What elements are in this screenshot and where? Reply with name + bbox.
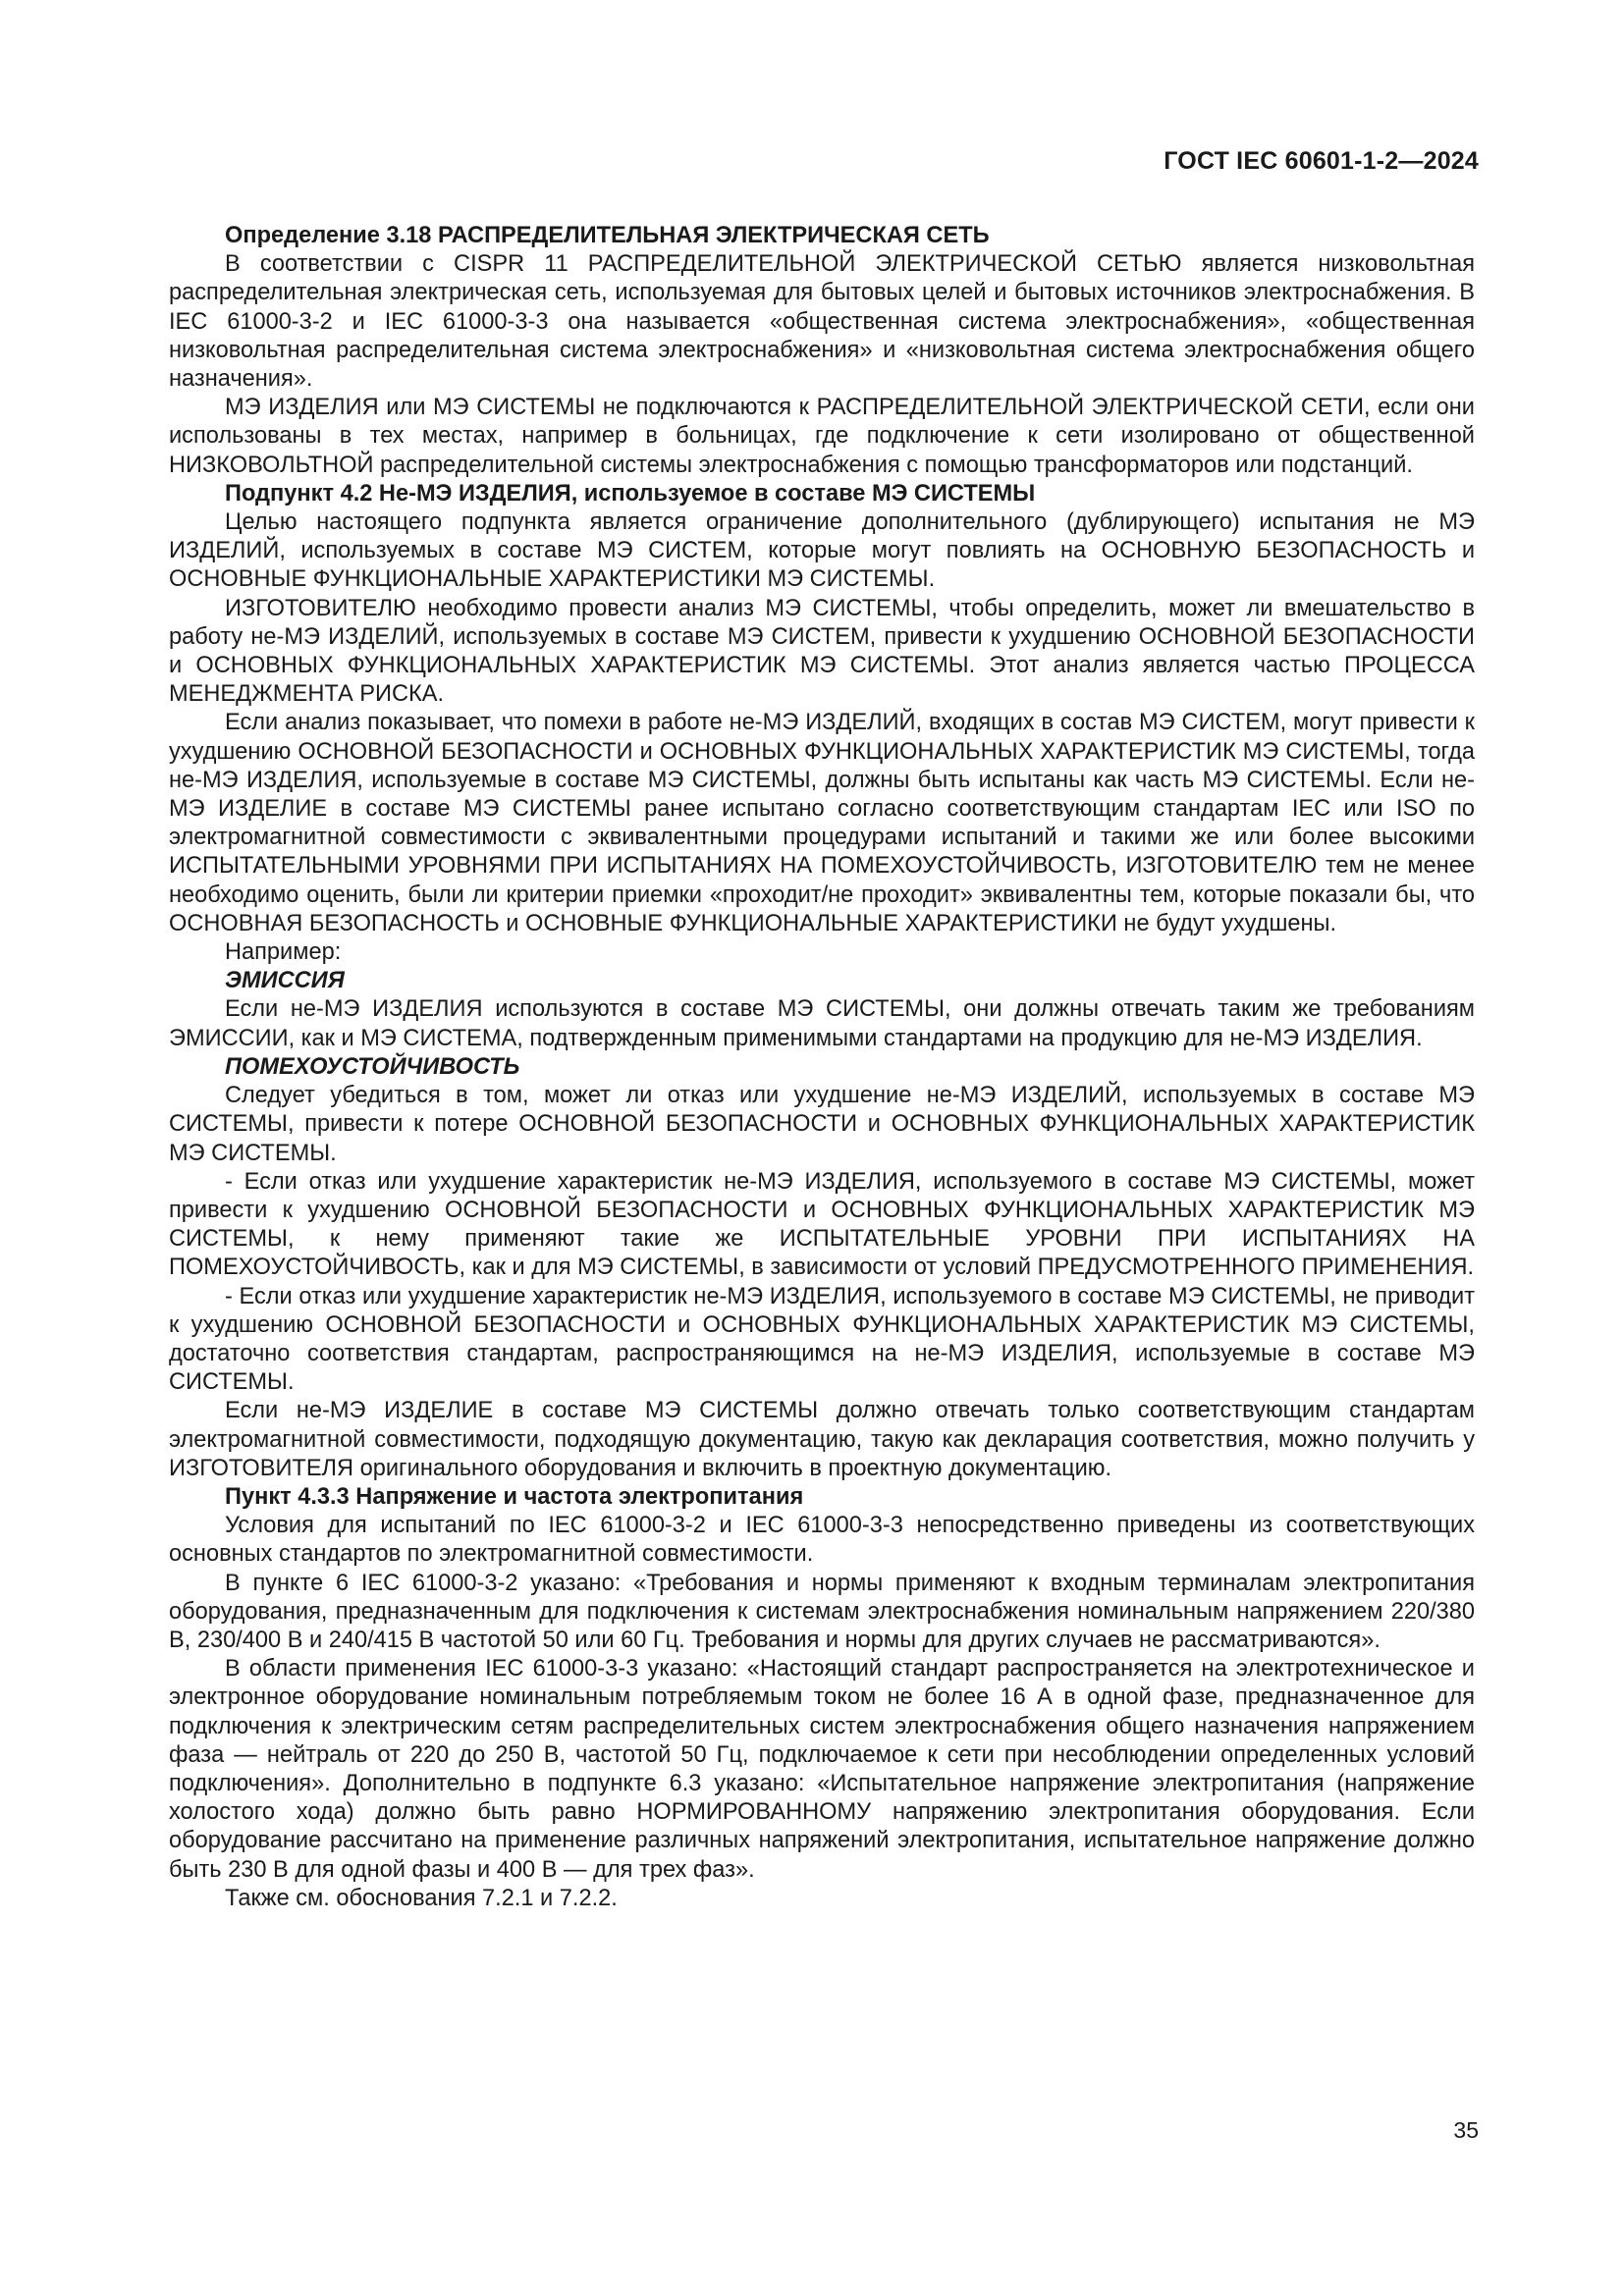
list-item: - Если отказ или ухудшение характеристик не-МЭ ИЗДЕЛИЯ, используемого в составе МЭ СИСТЕМЫ, может привести к ухудшению ОСНОВНОЙ БЕЗОПАСНОСТИ и ОСНОВНЫХ ФУНКЦИОНАЛЬНЫХ ХАРАКТЕРИСТИК МЭ СИСТЕМЫ, к нему применяют такие же ИСПЫТАТЕЛЬНЫЕ УРОВНИ ПРИ ИСПЫТАНИЯХ НА ПОМЕХОУСТОЙЧИВОСТЬ, как и для МЭ СИСТЕМЫ, в зависимости от условий ПРЕДУСМОТРЕННОГО ПРИМЕНЕНИЯ.: [169, 1168, 1475, 1281]
subheading-immunity: ПОМЕХОУСТОЙЧИВОСТЬ: [225, 1053, 520, 1080]
page-body: [169, 222, 1475, 1913]
subheading-emission: ЭМИССИЯ: [225, 968, 345, 994]
paragraph: Например:: [225, 939, 342, 966]
section-heading: Подпункт 4.2 Не-МЭ ИЗДЕЛИЯ, используемое в составе МЭ СИСТЕМЫ: [225, 480, 1036, 507]
section-heading: Определение 3.18 РАСПРЕДЕЛИТЕЛЬНАЯ ЭЛЕКТРИЧЕСКАЯ СЕТЬ: [225, 223, 990, 248]
paragraph: Целью настоящего подпункта является ограничение дополнительного (дублирующего) испытания не МЭ ИЗДЕЛИЙ, используемых в составе МЭ СИСТЕМ, которые могут повлиять на ОСНОВНУЮ БЕЗОПАСНОСТЬ и ОСНОВНЫЕ ФУНКЦИОНАЛЬНЫЕ ХАРАКТЕРИСТИКИ МЭ СИСТЕМЫ.: [169, 509, 1475, 593]
paragraph: Следует убедиться в том, может ли отказ или ухудшение не-МЭ ИЗДЕЛИЙ, используемых в составе МЭ СИСТЕМЫ, привести к потере ОСНОВНОЙ БЕЗОПАСНОСТИ и ОСНОВНЫХ ФУНКЦИОНАЛЬНЫХ ХАРАКТЕРИСТИК МЭ СИСТЕМЫ.: [169, 1083, 1475, 1166]
paragraph: Также см. обоснования 7.2.1 и 7.2.2.: [225, 1885, 618, 1911]
paragraph: ИЗГОТОВИТЕЛЮ необходимо провести анализ МЭ СИСТЕМЫ, чтобы определить, может ли вмешательство в работу не-МЭ ИЗДЕЛИЙ, используемых в составе МЭ СИСТЕМ, привести к ухудшению ОСНОВНОЙ БЕЗОПАСНОСТИ и ОСНОВНЫХ ФУНКЦИОНАЛЬНЫХ ХАРАКТЕРИСТИК МЭ СИСТЕМЫ. Этот анализ является частью ПРОЦЕССА МЕНЕДЖМЕНТА РИСКА.: [169, 595, 1475, 708]
page-number: 35: [1453, 2117, 1479, 2143]
paragraph: В области применения IEC 61000-3-3 указано: «Настоящий стандарт распространяется на электротехническое и электронное оборудование номинальным потребляемым током не более 16 А в одной фазе, предназначенное для подключения к электрическим сетям распределительных систем электроснабжения общего назначения напряжением фаза — нейтраль от 220 до 250 В, частотой 50 Гц, подключаемое к сети при несоблюдении определенных условий подключения». Дополнительно в подпункте 6.3 указано: «Испытательное напряжение электропитания (напряжение холостого хода) должно быть равно НОРМИРОВАННОМУ напряжению электропитания оборудования. Если оборудование рассчитано на применение различных напряжений электропитания, испытательное напряжение должно быть 230 В для одной фазы и 400 В — для трех фаз».: [169, 1656, 1475, 1883]
paragraph: В пункте 6 IEC 61000-3-2 указано: «Требования и нормы применяют к входным терминалам электропитания оборудования, предназначенным для подключения к системам электроснабжения номинальным напряжением 220/380 В, 230/400 В и 240/415 В частотой 50 или 60 Гц. Требования и нормы для других случаев не рассматриваются».: [169, 1570, 1475, 1653]
standard-code-header: ГОСТ IEC 60601-1-2—2024: [1164, 147, 1479, 175]
paragraph: В соответствии с CISPR 11 РАСПРЕДЕЛИТЕЛЬНОЙ ЭЛЕКТРИЧЕСКОЙ СЕТЬЮ является низковольтная распределительная электрическая сеть, используемая для бытовых целей и бытовых источников электроснабжения. В IEC 61000-3-2 и IEC 61000-3-3 она называется «общественная система электроснабжения», «общественная низковольтная распределительная система электроснабжения» и «низковольтная система электроснабжения общего назначения».: [169, 251, 1475, 393]
list-item: - Если отказ или ухудшение характеристик не-МЭ ИЗДЕЛИЯ, используемого в составе МЭ СИСТЕМЫ, не приводит к ухудшению ОСНОВНОЙ БЕЗОПАСНОСТИ и ОСНОВНЫХ ФУНКЦИОНАЛЬНЫХ ХАРАКТЕРИСТИК МЭ СИСТЕМЫ, достаточно соответствия стандартам, распространяющимся на не-МЭ ИЗДЕЛИЯ, используемые в составе МЭ СИСТЕМЫ.: [169, 1283, 1475, 1396]
section-heading: Пункт 4.3.3 Напряжение и частота электропитания: [225, 1483, 804, 1510]
paragraph: Если анализ показывает, что помехи в работе не-МЭ ИЗДЕЛИЙ, входящих в состав МЭ СИСТЕМ, могут привести к ухудшению ОСНОВНОЙ БЕЗОПАСНОСТИ и ОСНОВНЫХ ФУНКЦИОНАЛЬНЫХ ХАРАКТЕРИСТИК МЭ СИСТЕМЫ, тогда не-МЭ ИЗДЕЛИЯ, используемые в составе МЭ СИСТЕМЫ, должны быть испытаны как часть МЭ СИСТЕМЫ. Если не-МЭ ИЗДЕЛИЕ в составе МЭ СИСТЕМЫ ранее испытано согласно соответствующим стандартам IEC или ISO по электромагнитной совместимости с эквивалентными процедурами испытаний и такими же или более высокими ИСПЫТАТЕЛЬНЫМИ УРОВНЯМИ ПРИ ИСПЫТАНИЯХ НА ПОМЕХОУСТОЙЧИВОСТЬ, ИЗГОТОВИТЕЛЮ тем не менее необходимо оценить, были ли критерии приемки «проходит/не проходит» эквивалентны тем, которые показали бы, что ОСНОВНАЯ БЕЗОПАСНОСТЬ и ОСНОВНЫЕ ФУНКЦИОНАЛЬНЫЕ ХАРАКТЕРИСТИКИ не будут ухудшены.: [169, 710, 1475, 936]
paragraph: Если не-МЭ ИЗДЕЛИЯ используются в составе МЭ СИСТЕМЫ, они должны отвечать таким же требованиям ЭМИССИИ, как и МЭ СИСТЕМА, подтвержденным применимыми стандартами на продукцию для не-МЭ ИЗДЕЛИЯ.: [169, 996, 1475, 1051]
paragraph: МЭ ИЗДЕЛИЯ или МЭ СИСТЕМЫ не подключаются к РАСПРЕДЕЛИТЕЛЬНОЙ ЭЛЕКТРИЧЕСКОЙ СЕТИ, если они использованы в тех местах, например в больницах, где подключение к сети изолировано от общественной НИЗКОВОЛЬТНОЙ распределительной системы электроснабжения с помощью трансформаторов или подстанций.: [169, 395, 1475, 478]
paragraph: Если не-МЭ ИЗДЕЛИЕ в составе МЭ СИСТЕМЫ должно отвечать только соответствующим стандартам электромагнитной совместимости, подходящую документацию, такую как декларация соответствия, можно получить у ИЗГОТОВИТЕЛЯ оригинального оборудования и включить в проектную документацию.: [169, 1398, 1475, 1481]
paragraph: Условия для испытаний по IEC 61000-3-2 и IEC 61000-3-3 непосредственно приведены из соответствующих основных стандартов по электромагнитной совместимости.: [169, 1513, 1475, 1568]
